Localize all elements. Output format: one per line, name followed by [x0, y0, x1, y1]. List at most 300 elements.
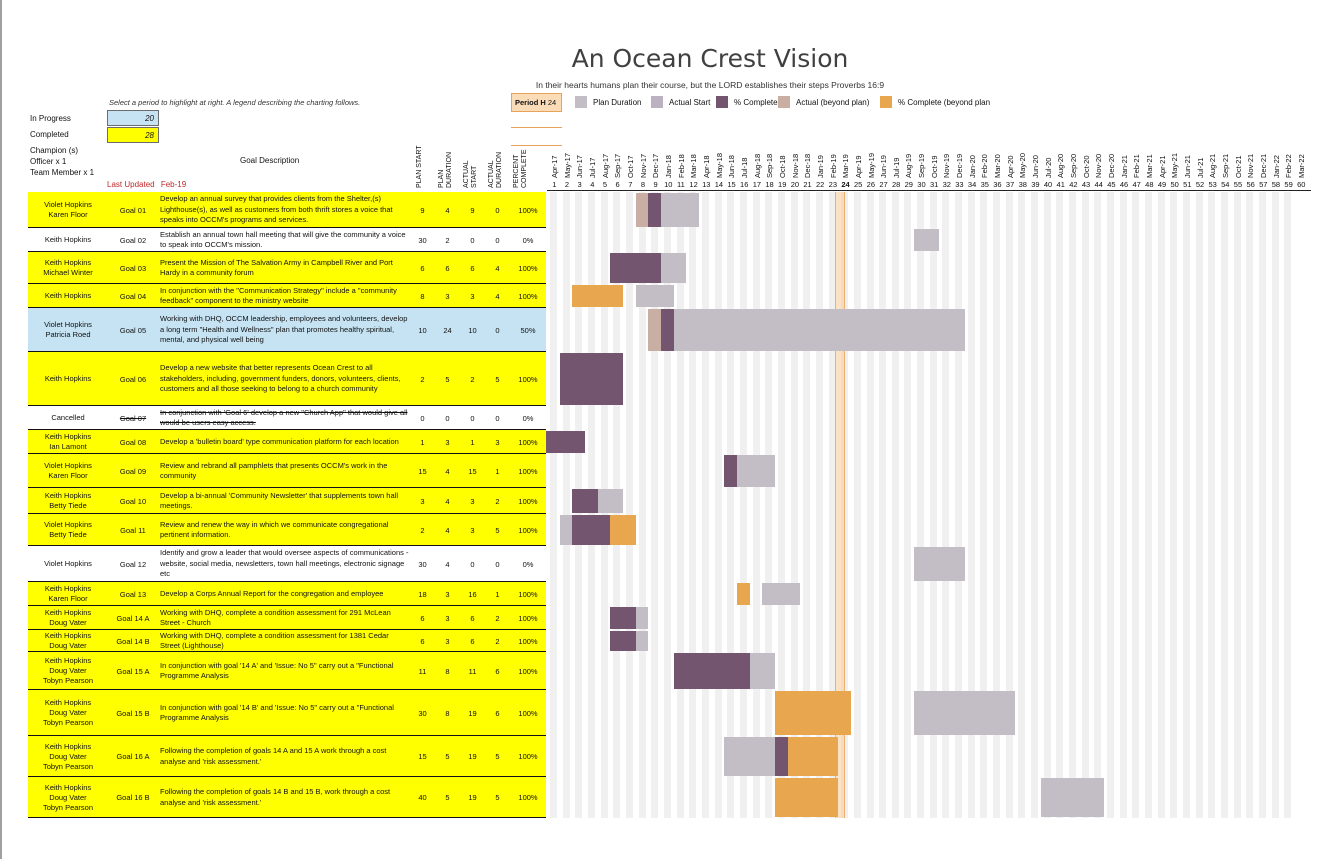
month-label: Aug-19	[904, 153, 914, 178]
period-number[interactable]: 19	[778, 180, 787, 189]
gantt-bar-complete-beyond[interactable]	[775, 778, 838, 817]
plan-duration-cell: 0	[445, 413, 450, 423]
month-label: May-19	[866, 152, 876, 178]
gantt-bar-plan[interactable]	[598, 489, 623, 513]
month-label: Dec-21	[1258, 153, 1268, 178]
percent-complete-cell: 100%	[518, 666, 538, 676]
period-number[interactable]: 31	[929, 180, 939, 189]
goal-row[interactable]	[28, 690, 546, 736]
month-label: Aug-21	[1208, 153, 1218, 178]
period-number[interactable]: 17	[752, 180, 762, 189]
plan-duration-cell: 4	[445, 205, 450, 215]
month-label: Apr-18	[701, 155, 711, 178]
gantt-bar-plan[interactable]	[661, 193, 699, 227]
month-label: Sep-19	[917, 153, 927, 178]
goal-row[interactable]	[28, 736, 546, 777]
month-label: Jun-18	[727, 155, 737, 178]
gantt-column-stripe	[1246, 192, 1253, 818]
period-number[interactable]: 9	[653, 180, 658, 189]
completed-label: Completed	[30, 130, 69, 139]
actual-duration-cell: 5	[495, 525, 500, 535]
goal-id: Goal 06	[119, 374, 147, 384]
percent-complete-cell: 100%	[518, 205, 538, 215]
period-number[interactable]: 10	[664, 180, 673, 189]
gantt-column-stripe	[1107, 192, 1114, 818]
actual-duration-cell: 0	[495, 325, 500, 335]
gantt-bar-plan[interactable]	[914, 547, 965, 581]
actual-duration-cell: 5	[495, 752, 500, 761]
period-number[interactable]: 54	[1221, 180, 1230, 189]
month-label: Feb-21	[1132, 154, 1142, 178]
legend-item	[651, 96, 710, 108]
plan-start-cell: 15	[418, 752, 427, 761]
period-number[interactable]: 35	[980, 180, 989, 189]
gantt-bar-complete[interactable]	[661, 309, 674, 351]
row-border	[28, 817, 546, 818]
goal-row[interactable]	[28, 606, 546, 630]
period-value: 24	[547, 98, 557, 107]
goal-row[interactable]	[28, 546, 546, 582]
gantt-bar-plan[interactable]	[636, 607, 649, 629]
legend-item	[575, 96, 641, 108]
period-number[interactable]: 40	[1043, 180, 1053, 189]
actual-start-cell: 0	[470, 235, 475, 245]
gantt-bar-plan[interactable]	[914, 691, 1015, 735]
period-number[interactable]: 34	[967, 180, 977, 189]
actual-duration-cell: 1	[495, 589, 500, 599]
percent-complete-cell: 100%	[518, 291, 538, 301]
goal-id: Goal 04	[119, 291, 147, 301]
month-label: Mar-18	[689, 154, 699, 178]
gantt-column-stripe	[1183, 192, 1190, 818]
gantt-column-stripe	[740, 192, 747, 818]
month-label: Sep-20	[1069, 153, 1079, 178]
period-number[interactable]: 13	[702, 180, 711, 189]
goal-champion: Keith Hopkins Doug Vater Tobyn Pearson	[42, 698, 94, 727]
col-plan-start: PLAN START	[416, 145, 423, 188]
legend-item	[880, 96, 990, 108]
gantt-column-stripe	[727, 192, 734, 818]
month-label: Nov-18	[790, 153, 800, 178]
goal-description: Working with DHQ, OCCM leadership, employees and volunteers, develop a long term "Health and Wellness" plan that promotes healthy spiritual, mental, and physical well being	[160, 314, 408, 345]
gantt-column-stripe	[1069, 192, 1076, 818]
goal-row[interactable]	[28, 192, 546, 228]
goal-row[interactable]	[28, 252, 546, 284]
last-updated-value: Feb-19	[160, 180, 187, 189]
gantt-bar-complete[interactable]	[610, 631, 635, 651]
gantt-bar-plan[interactable]	[762, 583, 800, 605]
plan-start-cell: 9	[420, 205, 425, 215]
month-label: Dec-19	[955, 153, 965, 178]
gantt-bar-complete[interactable]	[648, 193, 661, 227]
goal-row[interactable]	[28, 228, 546, 252]
month-label: Nov-17	[638, 153, 648, 178]
goal-champion: Keith Hopkins Doug Vater Tobyn Pearson	[42, 782, 94, 812]
goal-row[interactable]	[28, 284, 546, 308]
actual-start-cell: 3	[470, 496, 475, 506]
plan-start-cell: 18	[418, 589, 427, 599]
month-label: Sep-17	[613, 153, 623, 178]
legend-label: Actual Start	[669, 97, 711, 107]
month-label: Jan-20	[967, 155, 977, 178]
month-label: Jun-19	[879, 155, 889, 178]
plan-duration-cell: 3	[445, 589, 450, 599]
goal-description: In conjunction with goal '14 B' and 'Issue: No 5" carry out a "Functional Programme Analysis	[160, 702, 394, 722]
goal-row[interactable]	[28, 454, 546, 488]
period-number[interactable]: 25	[853, 180, 863, 189]
period-number[interactable]: 46	[1119, 180, 1129, 189]
gantt-bar-complete[interactable]	[775, 737, 788, 776]
gantt-bar-actual-beyond[interactable]	[636, 193, 649, 227]
goal-row[interactable]	[28, 308, 546, 352]
period-number[interactable]: 32	[942, 180, 951, 189]
goal-description: Review and renew the way in which we communicate congregational pertinent information.	[160, 519, 389, 539]
goal-id: Goal 09	[119, 466, 147, 476]
percent-complete-cell: 100%	[518, 466, 538, 476]
period-number[interactable]: 42	[1069, 180, 1078, 189]
percent-complete-cell: 100%	[518, 496, 538, 506]
period-number[interactable]: 23	[828, 180, 838, 189]
period-number[interactable]: 27	[879, 180, 888, 189]
gantt-column-stripe	[1094, 192, 1101, 818]
period-number[interactable]: 39	[1031, 180, 1040, 189]
percent-complete-cell: 100%	[518, 374, 538, 384]
goal-id: Goal 07	[119, 413, 147, 423]
gantt-column-stripe	[1284, 192, 1291, 818]
plan-start-cell: 0	[420, 413, 425, 423]
month-label: Sep-18	[765, 153, 775, 178]
gantt-column-stripe	[1145, 192, 1152, 818]
page-subtitle: In their hearts humans plan their course, but the LORD establishes their steps Proverbs 16:9	[535, 80, 885, 90]
gantt-column-stripe	[563, 192, 570, 818]
goal-id: Goal 16 B	[116, 793, 150, 802]
gantt-bar-plan[interactable]	[674, 309, 965, 351]
period-number[interactable]: 52	[1195, 180, 1205, 189]
period-number[interactable]: 37	[1005, 180, 1015, 189]
gantt-bar-complete[interactable]	[610, 253, 661, 283]
goal-description: Develop an annual survey that provides clients from the Shelter,(s) Lighthouse(s), as well as customers from both thrift stores a voice that speaks into OCCM's programs and services.	[160, 194, 393, 225]
gantt-bar-complete-beyond[interactable]	[572, 285, 623, 307]
plan-start-cell: 2	[420, 525, 425, 535]
goal-id: Goal 03	[119, 263, 147, 273]
goal-description: Working with DHQ, complete a condition assessment for 1381 Cedar Street (Lighthouse)	[160, 630, 389, 650]
goal-description: Develop a Corps Annual Report for the congregation and employee	[160, 588, 384, 598]
gantt-bar-plan[interactable]	[1041, 778, 1104, 817]
plan-start-cell: 2	[420, 374, 425, 384]
actual-duration-cell: 3	[495, 437, 500, 447]
gantt-bar-plan[interactable]	[914, 229, 939, 251]
period-number[interactable]: 47	[1132, 180, 1141, 189]
percent-complete-cell: 100%	[518, 752, 538, 761]
gantt-bar-complete[interactable]	[610, 607, 635, 629]
period-number[interactable]: 26	[866, 180, 875, 189]
period-number[interactable]: 1	[552, 180, 557, 189]
plan-duration-cell: 2	[445, 235, 450, 245]
legend-item	[716, 96, 778, 108]
month-label: Dec-18	[803, 153, 813, 178]
month-label: Apr-17	[550, 155, 559, 178]
actual-start-cell: 10	[468, 325, 477, 335]
legend-label: % Complete	[734, 97, 778, 107]
period-number[interactable]: 60	[1297, 180, 1306, 189]
actual-duration-cell: 1	[495, 466, 500, 476]
period-number[interactable]: 18	[765, 180, 774, 189]
goal-row[interactable]	[28, 430, 546, 454]
goal-row[interactable]	[28, 777, 546, 818]
actual-start-cell: 6	[470, 613, 475, 623]
gantt-column-stripe	[867, 192, 874, 818]
period-number[interactable]: 58	[1271, 180, 1281, 189]
period-number[interactable]: 6	[615, 180, 620, 189]
goal-row[interactable]	[28, 406, 546, 430]
period-label: Period H	[515, 98, 546, 107]
percent-complete-cell: 100%	[518, 708, 538, 718]
legend-label: % Complete (beyond plan	[898, 97, 991, 107]
gantt-column-stripe	[1259, 192, 1266, 818]
goal-champion: Keith Hopkins Karen Floor	[44, 584, 92, 603]
plan-start-cell: 10	[418, 325, 427, 335]
plan-duration-cell: 4	[445, 525, 450, 535]
period-number[interactable]: 11	[677, 180, 685, 189]
month-label: Jan-22	[1271, 155, 1281, 178]
percent-complete-cell: 100%	[518, 525, 538, 535]
gantt-bar-complete-beyond[interactable]	[737, 583, 750, 605]
month-label: Jun-20	[1031, 155, 1041, 178]
plan-duration-cell: 6	[445, 263, 450, 273]
gantt-bar-plan[interactable]	[636, 285, 674, 307]
month-label: Oct-21	[1233, 155, 1243, 178]
period-number[interactable]: 8	[640, 180, 646, 189]
month-label: Apr-19	[853, 155, 863, 178]
timeline-axis	[547, 190, 1311, 191]
actual-duration-cell: 0	[495, 413, 500, 423]
period-number[interactable]: 4	[590, 180, 595, 189]
month-label: Aug-18	[752, 153, 762, 178]
period-number[interactable]: 43	[1081, 180, 1091, 189]
month-label: Aug-17	[600, 153, 610, 178]
gantt-bar-plan[interactable]	[724, 737, 775, 776]
plan-duration-cell: 3	[445, 636, 450, 646]
period-number[interactable]: 3	[577, 180, 582, 189]
gantt-bar-complete[interactable]	[572, 515, 610, 545]
period-number[interactable]: 51	[1183, 180, 1192, 189]
actual-duration-cell: 6	[495, 708, 500, 718]
period-number[interactable]: 44	[1094, 180, 1103, 189]
gantt-bar-plan[interactable]	[661, 253, 686, 283]
month-label: Jul-21	[1195, 157, 1205, 178]
goal-champion: Keith Hopkins Doug Vater	[44, 608, 92, 627]
month-label: Oct-20	[1081, 155, 1091, 178]
plan-start-cell: 11	[418, 666, 427, 676]
actual-start-cell: 6	[470, 636, 475, 646]
gantt-column-stripe	[1120, 192, 1127, 818]
gantt-column-stripe	[1044, 192, 1051, 818]
month-label: Feb-22	[1284, 154, 1294, 178]
completed-count[interactable]: 28	[107, 127, 159, 143]
goal-id: Goal 14 B	[116, 636, 150, 646]
month-label: Apr-20	[1005, 155, 1015, 178]
plan-start-cell: 40	[418, 793, 427, 802]
gantt-bar-complete-beyond[interactable]	[775, 691, 851, 735]
goal-id: Goal 13	[119, 589, 147, 599]
gantt-bar-plan[interactable]	[560, 515, 573, 545]
plan-duration-cell: 3	[445, 613, 450, 623]
goal-row[interactable]	[28, 488, 546, 514]
goal-row[interactable]	[28, 352, 546, 406]
period-number[interactable]: 36	[993, 180, 1002, 189]
gantt-column-stripe	[1031, 192, 1038, 818]
goal-description: Identify and grow a leader that would oversee aspects of communications - website, social media, newsletters, town hall meetings, electronic signage etc	[160, 548, 409, 579]
month-label: Nov-19	[942, 153, 952, 178]
period-number[interactable]: 22	[816, 180, 825, 189]
gantt-bar-plan[interactable]	[636, 631, 649, 651]
period-number[interactable]: 33	[955, 180, 964, 189]
period-number[interactable]: 2	[564, 180, 570, 189]
period-number[interactable]: 55	[1233, 180, 1243, 189]
month-label: Nov-20	[1094, 153, 1104, 178]
goal-row[interactable]	[28, 582, 546, 606]
period-number[interactable]: 53	[1208, 180, 1217, 189]
goal-id: Goal 11	[120, 525, 146, 535]
col-actual-start: ACTUAL START	[463, 160, 478, 188]
period-number[interactable]: 30	[917, 180, 926, 189]
gantt-column-stripe	[702, 192, 709, 818]
goal-description: Develop a bi-annual 'Community Newsletter' that supplements town hall meetings.	[160, 490, 398, 510]
goal-id: Goal 15 A	[116, 666, 150, 676]
actual-start-cell: 16	[468, 589, 477, 599]
actual-duration-cell: 2	[495, 496, 500, 506]
actual-start-cell: 3	[470, 291, 475, 301]
goal-row[interactable]	[28, 652, 546, 690]
month-label: Feb-20	[980, 154, 990, 178]
period-number[interactable]: 28	[891, 180, 901, 189]
plan-start-cell: 15	[418, 466, 427, 476]
gantt-column-stripe	[1170, 192, 1177, 818]
actual-duration-cell: 5	[495, 374, 500, 384]
goal-id: Goal 08	[119, 437, 147, 447]
period-number[interactable]: 38	[1018, 180, 1027, 189]
goal-id: Goal 01	[119, 205, 147, 215]
gantt-column-stripe	[904, 192, 911, 818]
period-number[interactable]: 15	[727, 180, 736, 189]
goal-id: Goal 14 A	[116, 613, 150, 623]
period-number[interactable]: 41	[1056, 180, 1065, 189]
actual-duration-cell: 5	[495, 793, 500, 802]
legend-swatch	[651, 96, 663, 108]
actual-duration-cell: 4	[495, 263, 500, 273]
goal-champion: Violet Hopkins	[44, 559, 92, 568]
legend-swatch	[716, 96, 728, 108]
gantt-column-stripe	[715, 192, 722, 818]
percent-complete-cell: 100%	[518, 263, 538, 273]
period-number[interactable]: 59	[1284, 180, 1293, 189]
goal-row[interactable]	[28, 514, 546, 546]
goal-row[interactable]	[28, 630, 546, 652]
month-label: May-21	[1170, 152, 1180, 178]
month-label: Mar-21	[1145, 154, 1155, 178]
plan-start-cell: 6	[420, 263, 425, 273]
goal-champion: Keith Hopkins	[44, 235, 92, 244]
goal-champion: Keith Hopkins Ian Lamont	[44, 432, 92, 451]
period-number[interactable]: 21	[803, 180, 812, 189]
goal-champion: Violet Hopkins Patricia Roed	[44, 320, 92, 339]
month-label: Dec-20	[1107, 153, 1117, 178]
period-number[interactable]: 5	[602, 180, 608, 189]
month-label: May-18	[714, 152, 724, 178]
plan-duration-cell: 3	[445, 437, 450, 447]
actual-start-cell: 1	[470, 437, 475, 447]
in-progress-count[interactable]: 20	[107, 110, 159, 126]
plan-duration-cell: 5	[445, 752, 450, 761]
gantt-bar-actual-beyond[interactable]	[648, 309, 661, 351]
gantt-column-stripe	[879, 192, 886, 818]
percent-complete-cell: 100%	[518, 793, 538, 802]
plan-duration-cell: 5	[445, 793, 450, 802]
month-label: Mar-20	[993, 154, 1003, 178]
period-number[interactable]: 24	[841, 180, 850, 189]
gantt-bar-complete[interactable]	[572, 489, 597, 513]
gantt-column-stripe	[550, 192, 557, 818]
goal-champion: Violet Hopkins Betty Tiede	[44, 520, 92, 539]
period-number[interactable]: 12	[689, 180, 698, 189]
gantt-bar-complete[interactable]	[724, 455, 737, 487]
gantt-bar-plan[interactable]	[737, 455, 775, 487]
legend-label: Actual (beyond plan)	[796, 97, 870, 107]
gantt-column-stripe	[892, 192, 899, 818]
gantt-bar-plan[interactable]	[750, 653, 775, 689]
gantt-column-stripe	[1132, 192, 1139, 818]
goal-id: Goal 12	[119, 559, 147, 569]
goal-description: Following the completion of goals 14 B and 15 B, work through a cost analyse and 'risk assessment.'	[160, 787, 391, 807]
goal-id: Goal 02	[119, 235, 147, 245]
period-number[interactable]: 49	[1157, 180, 1167, 189]
actual-start-cell: 9	[470, 205, 475, 215]
period-number[interactable]: 29	[904, 180, 913, 189]
period-number[interactable]: 48	[1145, 180, 1154, 189]
actual-start-cell: 15	[468, 466, 477, 476]
goal-champion: Keith Hopkins	[44, 374, 92, 383]
goal-champion: Violet Hopkins Karen Floor	[44, 200, 92, 219]
period-number[interactable]: 50	[1170, 180, 1179, 189]
period-highlight-input[interactable]	[511, 93, 562, 112]
period-number[interactable]: 14	[714, 180, 724, 189]
period-number[interactable]: 56	[1246, 180, 1255, 189]
goal-champion: Keith Hopkins Michael Winter	[43, 258, 93, 277]
period-number[interactable]: 16	[740, 180, 749, 189]
plan-start-cell: 1	[420, 437, 425, 447]
plan-duration-cell: 4	[445, 466, 450, 476]
period-number[interactable]: 57	[1259, 180, 1268, 189]
gantt-column-stripe	[765, 192, 772, 818]
period-number[interactable]: 45	[1107, 180, 1116, 189]
gantt-column-stripe	[1208, 192, 1215, 818]
month-label: Feb-18	[676, 154, 686, 178]
gantt-bar-complete-beyond[interactable]	[610, 515, 635, 545]
gantt-bar-complete[interactable]	[560, 353, 623, 405]
actual-start-cell: 3	[470, 525, 475, 535]
month-label: Jul-20	[1043, 157, 1053, 178]
gantt-column-stripe	[689, 192, 696, 818]
gantt-bar-complete[interactable]	[674, 653, 750, 689]
gantt-bar-complete-beyond[interactable]	[788, 737, 839, 776]
period-number[interactable]: 7	[628, 180, 633, 189]
window-left-border	[0, 0, 2, 859]
month-label: May-17	[562, 152, 572, 178]
gantt-column-stripe	[1018, 192, 1025, 818]
percent-complete-cell: 50%	[520, 325, 536, 335]
goal-description: In conjunction with 'Goal 6' develop a new "Church App" that would give all would be users easy access.	[160, 407, 408, 427]
period-number[interactable]: 20	[790, 180, 800, 189]
